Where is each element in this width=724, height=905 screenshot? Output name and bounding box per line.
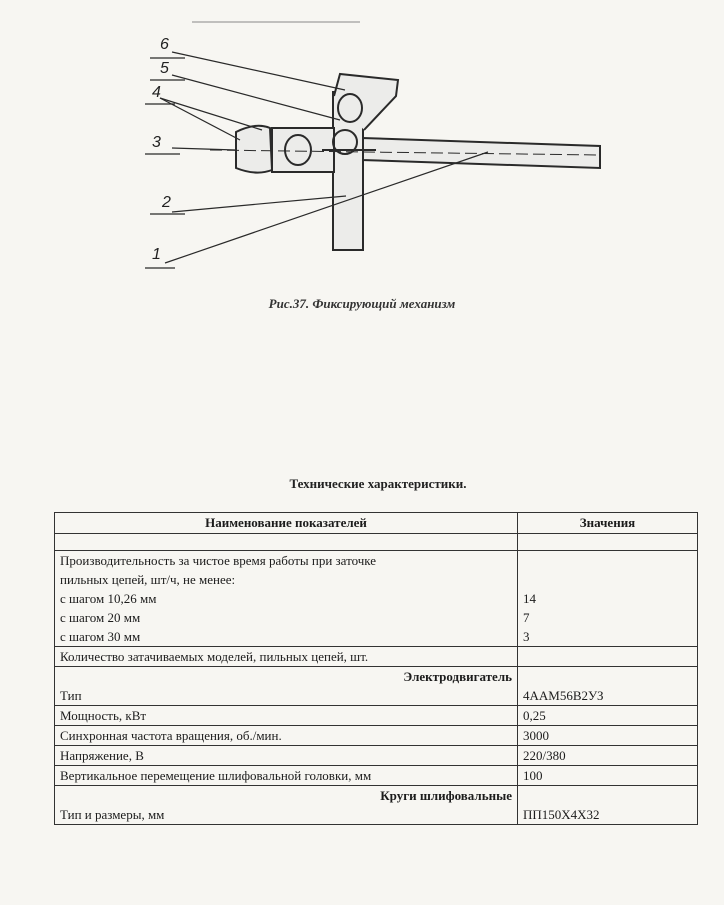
- rotation-speed-label: Синхронная частота вращения, об./мин.: [55, 726, 518, 746]
- motor-group-cell: [55, 667, 518, 706]
- productivity-label-line: пильных цепей, шт/ч, не менее:: [60, 572, 236, 587]
- voltage-label: Напряжение, В: [55, 746, 518, 766]
- mechanism-figure: [0, 0, 724, 330]
- motor-type-label: Тип: [60, 688, 82, 703]
- wheel-size-value: ПП150Х4Х32: [523, 807, 600, 822]
- column-header-name: Наименование показателей: [55, 513, 518, 534]
- productivity-value-cell: [518, 551, 698, 647]
- productivity-step-value: 7: [523, 610, 530, 625]
- table-row-empty: [55, 534, 698, 551]
- wheel-size-label: Тип и размеры, мм: [60, 807, 165, 822]
- figure-caption: Рис.37. Фиксирующий механизм: [268, 296, 456, 311]
- column-header-value: Значения: [518, 513, 698, 534]
- vertical-travel-value: 100: [518, 766, 698, 786]
- wheels-group-cell: [55, 786, 518, 825]
- callout-5: 5: [160, 60, 169, 77]
- productivity-step-value: 3: [523, 629, 530, 644]
- table-row: [55, 726, 698, 746]
- motor-type-value-cell: [518, 667, 698, 706]
- table-row-productivity: [55, 551, 698, 647]
- specs-table: [54, 512, 698, 825]
- wheel-size-value-cell: [518, 786, 698, 825]
- table-row: [55, 746, 698, 766]
- table-header-row: [55, 513, 698, 534]
- models-count-value: [518, 647, 698, 667]
- empty-cell: [518, 534, 698, 551]
- wheels-group-heading: Круги шлифовальные: [380, 788, 512, 803]
- productivity-step-label: с шагом 10,26 мм: [60, 591, 157, 606]
- table-row-motor: [55, 667, 698, 706]
- rotation-speed-value: 3000: [518, 726, 698, 746]
- productivity-label-line: Производительность за чистое время работы при заточке: [60, 553, 377, 568]
- motor-type-value: 4ААМ56В2УЗ: [523, 688, 604, 703]
- table-row: [55, 647, 698, 667]
- callout-6: 6: [160, 36, 169, 53]
- productivity-step-label: с шагом 20 мм: [60, 610, 141, 625]
- callout-1: 1: [152, 246, 161, 263]
- callout-3: 3: [152, 134, 161, 151]
- callout-4: 4: [152, 84, 161, 101]
- models-count-label: Количество затачиваемых моделей, пильных цепей, шт.: [55, 647, 518, 667]
- motor-group-heading: Электродвигатель: [403, 669, 512, 684]
- table-row-wheels: [55, 786, 698, 825]
- voltage-value: 220/380: [518, 746, 698, 766]
- power-value: 0,25: [518, 706, 698, 726]
- productivity-step-value: 14: [523, 591, 536, 606]
- section-title: Технические характеристики.: [289, 476, 467, 491]
- mechanism-drawing: [0, 0, 724, 300]
- productivity-step-label: с шагом 30 мм: [60, 629, 141, 644]
- vertical-travel-label: Вертикальное перемещение шлифовальной головки, мм: [55, 766, 518, 786]
- empty-cell: [55, 534, 518, 551]
- table-row: [55, 706, 698, 726]
- callout-2: 2: [162, 194, 171, 211]
- power-label: Мощность, кВт: [55, 706, 518, 726]
- table-row: [55, 766, 698, 786]
- productivity-label-cell: [55, 551, 518, 647]
